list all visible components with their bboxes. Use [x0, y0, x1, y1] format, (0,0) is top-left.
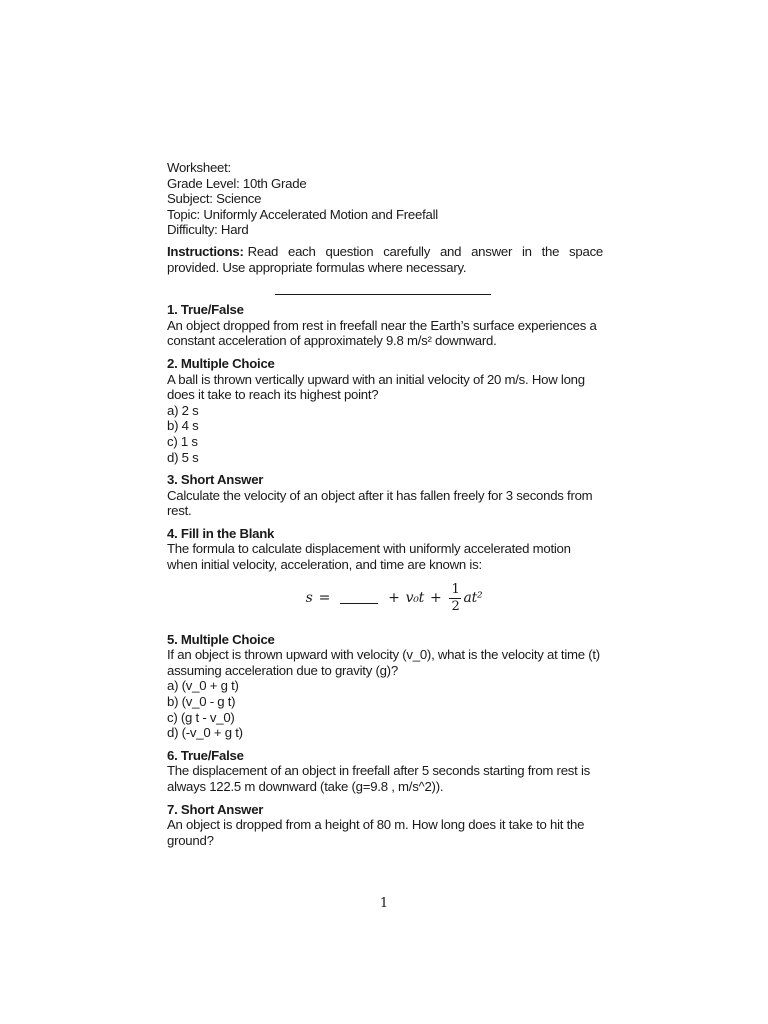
displacement-formula [185, 573, 603, 625]
instructions-label: Instructions: [167, 243, 244, 259]
question-title: 7. Short Answer [167, 801, 264, 817]
formula-plus: + [388, 589, 400, 606]
formula-term-at2: at² [463, 589, 483, 606]
question-title: 5. Multiple Choice [167, 631, 275, 647]
worksheet-header [167, 160, 603, 238]
divider [275, 294, 491, 295]
question-text: If an object is thrown upward with velocity (v_0), what is the velocity at time (t) assuming acceleration due to gravity (g)? [167, 647, 600, 678]
question-text: An object is dropped from a height of 80 m. How long does it take to hit the ground? [167, 817, 585, 848]
fraction-numerator: 1 [451, 582, 460, 598]
topic: Topic: Uniformly Accelerated Motion and Freefall [167, 206, 438, 222]
question-text: The formula to calculate displacement with uniformly accelerated motion when initial velocity, acceleration, and time are known is: [167, 541, 571, 573]
question-1 [167, 302, 603, 349]
worksheet-label: Worksheet: [167, 160, 231, 175]
option-a: a) (v_0 + g t) [167, 678, 239, 694]
question-text: An object dropped from rest in freefall near the Earth’s surface experiences a constant acceleration of approximately 9.8 m/s² downward. [167, 317, 597, 349]
worksheet-page [167, 160, 603, 848]
question-6 [167, 748, 603, 795]
formula-blank [340, 593, 378, 604]
subject: Subject: Science [167, 191, 262, 207]
formula-equals: = [318, 589, 331, 606]
option-c: c) (g t - v_0) [167, 709, 235, 725]
question-text: The displacement of an object in freefall after 5 seconds starting from rest is always 122.5 m downward (take (g=9.8 , m/s^2)). [167, 763, 590, 794]
difficulty: Difficulty: Hard [167, 222, 249, 238]
formula-fraction [449, 582, 461, 615]
option-b: b) 4 s [167, 418, 199, 434]
option-b: b) (v_0 - g t) [167, 694, 236, 710]
question-title: 1. True/False [167, 302, 244, 318]
question-4 [167, 526, 603, 625]
option-d: d) 5 s [167, 449, 199, 465]
instructions [167, 244, 603, 275]
question-text: Calculate the velocity of an object after it has fallen freely for 3 seconds from rest. [167, 487, 593, 519]
question-title: 3. Short Answer [167, 472, 264, 488]
question-2 [167, 356, 603, 465]
question-title: 4. Fill in the Blank [167, 525, 275, 541]
formula-lhs: s [305, 589, 313, 606]
question-title: 2. Multiple Choice [167, 355, 275, 371]
page-number: 1 [379, 896, 389, 911]
question-5 [167, 632, 603, 741]
question-3 [167, 472, 603, 519]
question-title: 6. True/False [167, 747, 244, 763]
option-d: d) (-v_0 + g t) [167, 725, 243, 741]
question-7 [167, 802, 603, 849]
grade-level: Grade Level: 10th Grade [167, 175, 307, 191]
option-c: c) 1 s [167, 433, 198, 449]
option-a: a) 2 s [167, 402, 199, 418]
instructions-text: Read each question carefully and answer in the space provided. Use appropriate formulas where necessary. [167, 243, 603, 275]
formula-term-v0t: v₀t [405, 589, 424, 606]
fraction-denominator: 2 [451, 599, 460, 615]
formula-plus: + [429, 589, 442, 606]
question-text: A ball is thrown vertically upward with an initial velocity of 20 m/s. How long does it take to reach its highest point? [167, 371, 585, 403]
